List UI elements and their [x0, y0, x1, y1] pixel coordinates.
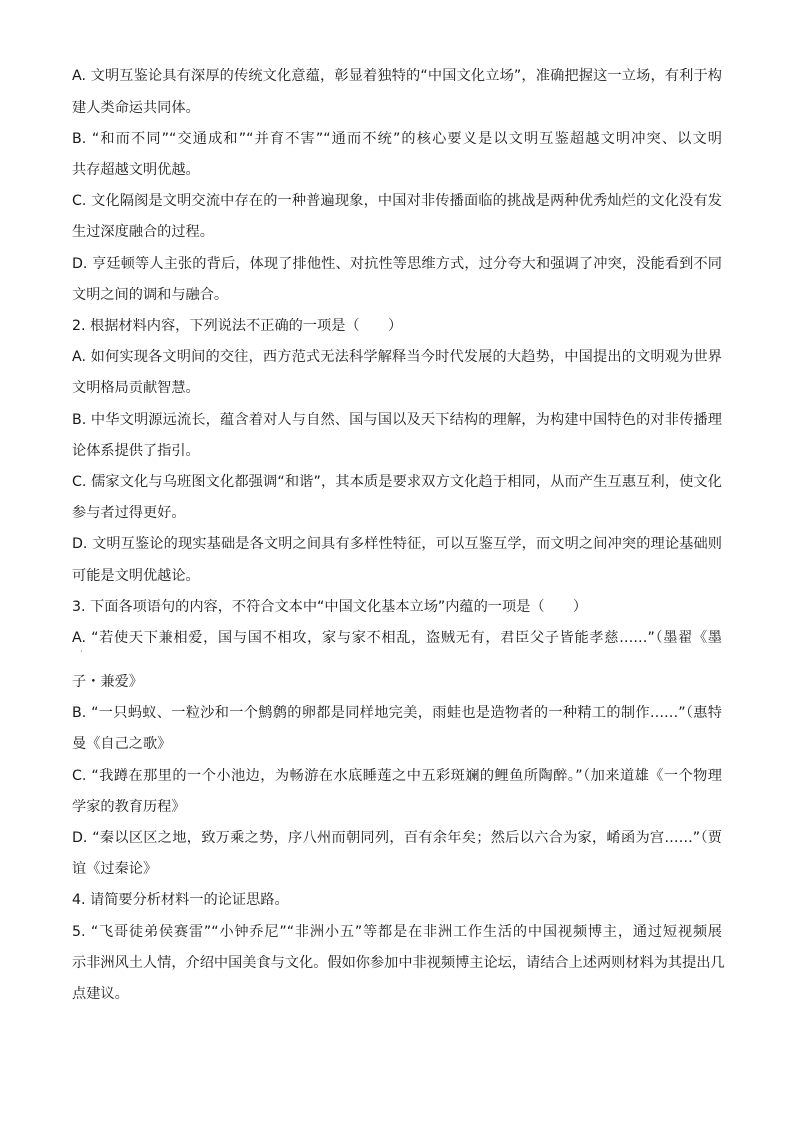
q3-option-b-line-1: B. “一只蚂蚁、一粒沙和一个鹪鹩的卵都是同样地完美，雨蛙也是造物者的一种精工的制作……”（惠特 [72, 705, 722, 721]
q3-option-c-line-2: 学家的教育历程》 [72, 799, 186, 815]
option-d-line-2: 文明之间的调和与融合。 [72, 287, 229, 303]
q2-option-c-line-1: C. 儒家文化与乌班图文化都强调“和谐”，其本质是要求双方文化趋于相同，从而产生互惠互利，使文化 [72, 474, 722, 490]
question-3-stem: 3. 下面各项语句的内容，不符合文本中“中国文化基本立场”内蕴的一项是（ ） [72, 599, 588, 615]
question-5-line-2: 示非洲风土人情，介绍中国美食与文化。假如你参加中非视频博主论坛，请结合上述两则材料为其提出几 [72, 955, 725, 971]
option-c-line-2: 生过深度融合的过程。 [72, 224, 214, 240]
q2-option-a-line-1: A. 如何实现各文明间的交往，西方范式无法科学解释当今时代发展的大趋势，中国提出的文明观为世界 [72, 349, 722, 365]
q2-option-b-line-2: 论体系提供了指引。 [72, 443, 200, 459]
question-2-stem: 2. 根据材料内容，下列说法不正确的一项是（ ） [72, 318, 403, 334]
q2-option-d-line-2: 可能是文明优越论。 [72, 568, 200, 584]
q2-option-b-line-1: B. 中华文明源远流长，蕴含着对人与自然、国与国以及天下结构的理解，为构建中国特色的对非传播理 [72, 412, 722, 428]
q2-option-a-line-2: 文明格局贡献智慧。 [72, 380, 200, 396]
q2-option-d-line-1: D. 文明互鉴论的现实基础是各文明之间具有多样性特征，可以互鉴互学，而文明之间冲突的理论基础则 [72, 536, 722, 552]
q3-option-d-line-1: D. “秦以区区之地，致万乘之势，序八州而朝同列，百有余年矣；然后以六合为家，崤函为宫……”（贾 [72, 830, 722, 846]
q3-option-b-line-2: 曼《自己之歌》 [72, 736, 172, 752]
option-b-line-1: B. “和而不同”“交通成和”“并育不害”“通而不统”的核心要义是以文明互鉴超越文明冲突、以文明 [72, 131, 722, 147]
option-a-line-2: 建人类命运共同体。 [72, 100, 200, 116]
q3-option-a-line-2: 子・兼爱》 [72, 674, 143, 690]
option-a-line-1: A. 文明互鉴论具有深厚的传统文化意蕴，彰显着独特的“中国文化立场”，准确把握这一立场，有利于构 [72, 68, 722, 84]
q3-option-d-line-2: 谊《过秦论》 [72, 861, 158, 877]
question-5-line-3: 点建议。 [72, 986, 129, 1002]
option-d-line-1: D. 亨廷顿等人主张的背后，体现了排他性、对抗性等思维方式，过分夸大和强调了冲突，没能看到不同 [72, 256, 722, 272]
question-4: 4. 请简要分析材料一的论证思路。 [72, 892, 289, 908]
q3-option-c-line-1: C. “我蹲在那里的一个小池边，为畅游在水底睡莲之中五彩斑斓的鲤鱼所陶醉。”（加来道雄《一个物理 [72, 768, 722, 784]
stray-dot-mark: · [80, 647, 83, 656]
option-c-line-1: C. 文化隔阂是文明交流中存在的一种普遍现象，中国对非传播面临的挑战是两种优秀灿烂的文化没有发 [72, 193, 722, 209]
q3-option-a-line-1: A. “若使天下兼相爱，国与国不相攻，家与家不相乱，盗贼无有，君臣父子皆能孝慈……”（墨翟《墨 [72, 630, 722, 646]
q2-option-c-line-2: 参与者过得更好。 [72, 505, 186, 521]
option-b-line-2: 共存超越文明优越。 [72, 162, 200, 178]
question-5-line-1: 5. “飞哥徒弟侯赛雷”“小钟乔尼”“非洲小五”等都是在非洲工作生活的中国视频博主，通过短视频展 [72, 924, 722, 940]
